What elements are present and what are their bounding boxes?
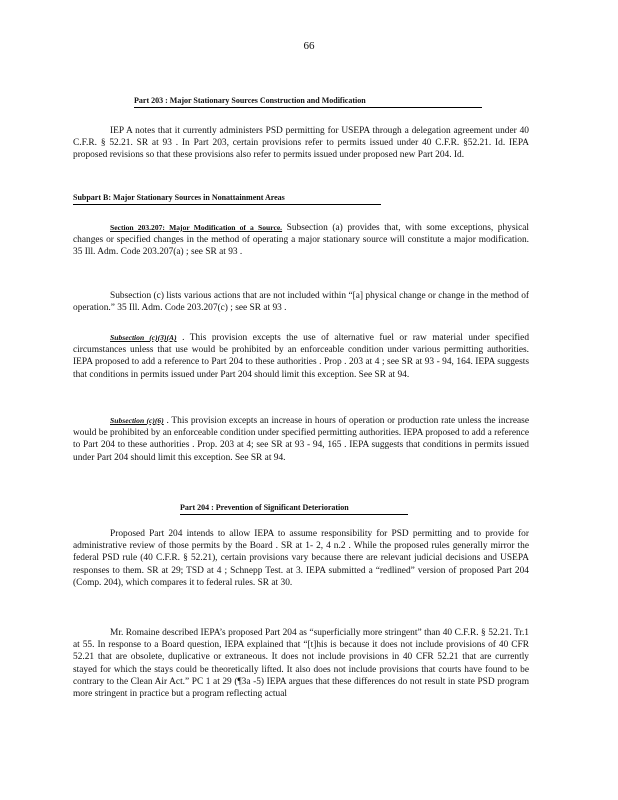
paragraph-part-204-intro: Proposed Part 204 intends to allow IEPA to assume responsibility for PSD permitting and to provide for administrative review of those permits by the Board . SR at 1- 2, 4 n.2 . While the proposed rules generally mirror the federal PSD rule (40 C.F.R. § 52.21), certain provisions vary because there are relevant judicial decisions and USEPA responses to them. SR at 29; TSD at 4 ; Schnepp Test. at 3. IEPA submitted a “redlined” version of proposed Part 204 (Comp. 204), which compares it to federal rules. SR at 30. (73, 529, 529, 588)
paragraph-part-203-intro: IEP A notes that it currently administers PSD permitting for USEPA through a delegation agreement under 40 C.F.R. § 52.21. SR at 93 . In Part 203, certain provisions refer to permits issued under 40 C.F.R. §52.21. Id. IEPA proposed revisions so that these provisions also refer to permits issued under proposed new Part 204. Id. (73, 126, 529, 161)
paragraph-subsection-c6 (73, 415, 529, 464)
paragraph-romaine-testimony: Mr. Romaine described IEPA’s proposed Part 204 as “superficially more stringent” than 40 C.F.R. § 52.21. Tr.1 at 55. In response to a Board question, IEPA explained that “[t]his is because it does not include provisions of 40 CFR 52.21 that are obsolete, duplicative or extraneous. It does not include provisions in 40 CFR 52.21 that are currently stayed for which the stays could be theoretically lifted. It also does not include provisions that courts have found to be contrary to the Clean Air Act.” PC 1 at 29 (¶3a -5) IEPA argues that these differences do not result in state PSD program more stringent in practice but a program reflecting actual (73, 628, 529, 700)
section-heading-part-203: Part 203 : Major Stationary Sources Construction and Modification (134, 96, 482, 108)
paragraph-body-section-203-207: Subsection (a) provides that, with some exceptions, physical changes or specified changes in the method of operating a major stationary source will constitute a major modification. 35 Ill. Adm. Code 203.207(a) ; see SR at 93 . (73, 223, 529, 258)
paragraph-subsection-c: Subsection (c) lists various actions that are not included within “[a] physical change or change in the method of operation.” 35 Ill. Adm. Code 203.207(c) ; see SR at 93 . (73, 291, 529, 314)
section-heading-subpart-b: Subpart B: Major Stationary Sources in Nonattainment Areas (73, 193, 381, 205)
paragraph-lead-section-203-207: Section 203.207: Major Modification of a Source. (110, 223, 283, 232)
section-heading-part-204: Part 204 : Prevention of Significant Deterioration (180, 503, 408, 515)
paragraph-lead-subsection-c3a: Subsection (c)(3)(A) (110, 333, 177, 342)
paragraph-section-203-207 (73, 222, 529, 259)
paragraph-lead-subsection-c6: Subsection (c)(6) (110, 416, 164, 425)
paragraph-body-subsection-c3a: . This provision excepts the use of alternative fuel or raw material under specified circumstances unless that use would be prohibited by an enforceable condition under various permitting authorities. IEPA proposed to add a reference to Part 204 to these authorities . Prop . 203 at 4 ; see SR at 93 - 94, 164. IEPA suggests that conditions in permits issued under Part 204 should limit this exception. See SR at 94. (73, 333, 530, 380)
page-number: 66 (303, 40, 315, 52)
paragraph-body-subsection-c6: . This provision excepts an increase in hours of operation or production rate unless the increase would be prohibited by an enforceable condition under specified permitting authorities. IEPA proposed to add a reference to Part 204 to these authorities . Prop. 203 at 4; see SR at 93 - 94, 165 . IEPA suggests that conditions in permits issued under Part 204 should limit this exception. See SR at 94. (73, 416, 529, 463)
paragraph-subsection-c3a (73, 332, 529, 381)
